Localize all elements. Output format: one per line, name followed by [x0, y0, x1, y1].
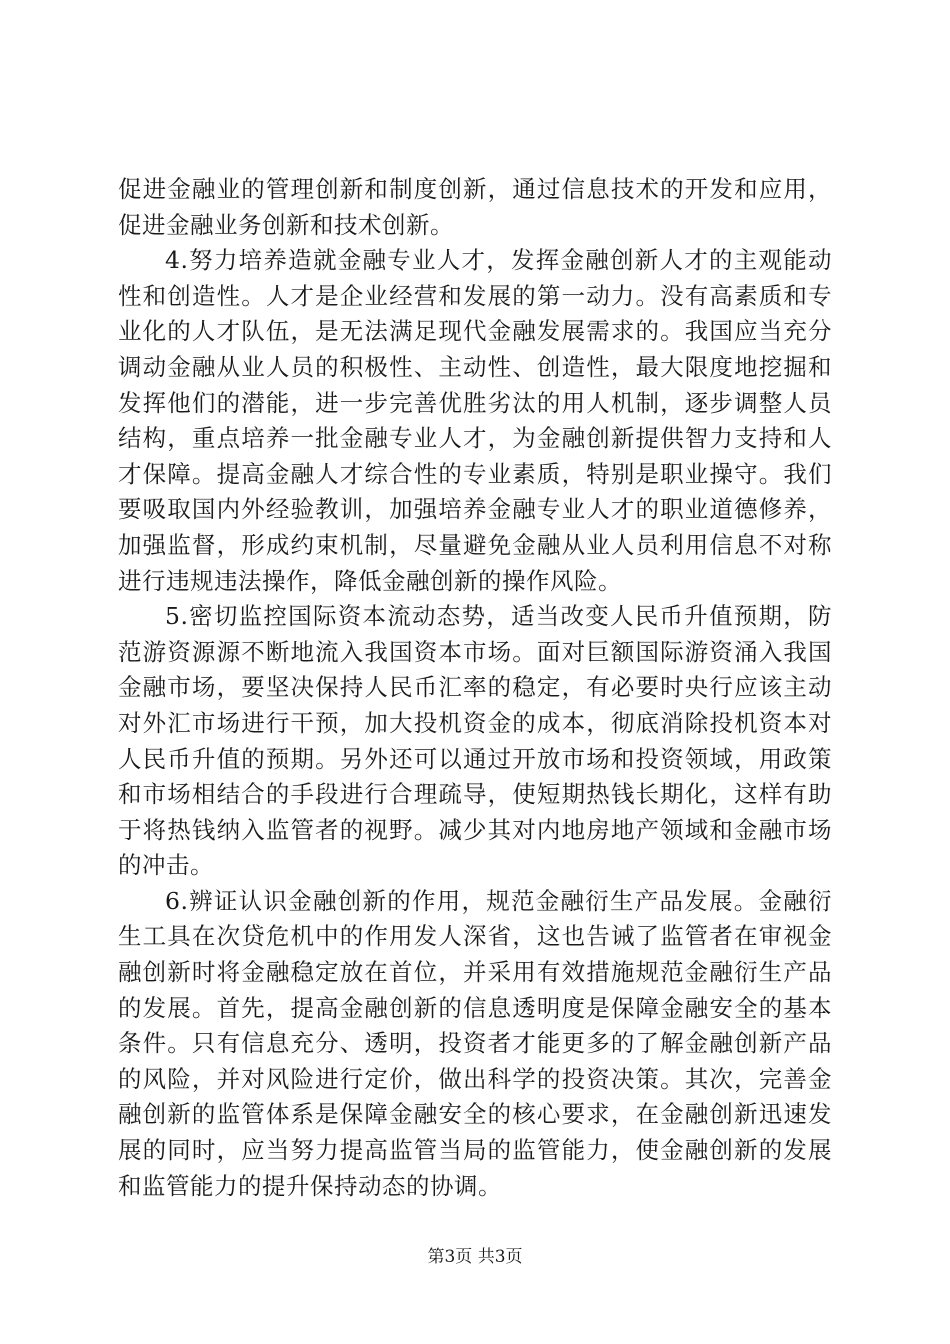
document-body: [118, 172, 832, 1204]
page-number-footer: 第3页 共3页: [427, 1247, 523, 1267]
paragraph-continuation: 促进金融业的管理创新和制度创新，通过信息技术的开发和应用，促进金融业务创新和技术创新。: [118, 175, 832, 239]
paragraph-item-5: 5.密切监控国际资本流动态势，适当改变人民币升值预期，防范游资源源不断地流入我国资本市场。面对巨额国际游资涌入我国金融市场，要坚决保持人民币汇率的稳定，有必要时央行应该主动对外汇市场进行干预，加大投机资金的成本，彻底消除投机资本对人民币升值的预期。另外还可以通过开放市场和投资领域，用政策和市场相结合的手段进行合理疏导，使短期热钱长期化，这样有助于将热钱纳入监管者的视野。减少其对内地房地产领域和金融市场的冲击。: [118, 602, 832, 880]
paragraph-item-4: 4.努力培养造就金融专业人才，发挥金融创新人才的主观能动性和创造性。人才是企业经营和发展的第一动力。没有高素质和专业化的人才队伍，是无法满足现代金融发展需求的。我国应当充分调动金融从业人员的积极性、主动性、创造性，最大限度地挖掘和发挥他们的潜能，进一步完善优胜劣汰的用人机制，逐步调整人员结构，重点培养一批金融专业人才，为金融创新提供智力支持和人才保障。提高金融人才综合性的专业素质，特别是职业操守。我们要吸取国内外经验教训，加强培养金融专业人才的职业道德修养，加强监督，形成约束机制，尽量避免金融从业人员利用信息不对称进行违规违法操作，降低金融创新的操作风险。: [118, 246, 832, 595]
paragraph-item-6: 6.辨证认识金融创新的作用，规范金融衍生产品发展。金融衍生工具在次贷危机中的作用发人深省，这也告诫了监管者在审视金融创新时将金融稳定放在首位，并采用有效措施规范金融衍生产品的发展。首先，提高金融创新的信息透明度是保障金融安全的基本条件。只有信息充分、透明，投资者才能更多的了解金融创新产品的风险，并对风险进行定价，做出科学的投资决策。其次，完善金融创新的监管体系是保障金融安全的核心要求，在金融创新迅速发展的同时，应当努力提高监管当局的监管能力，使金融创新的发展和监管能力的提升保持动态的协调。: [118, 886, 832, 1200]
